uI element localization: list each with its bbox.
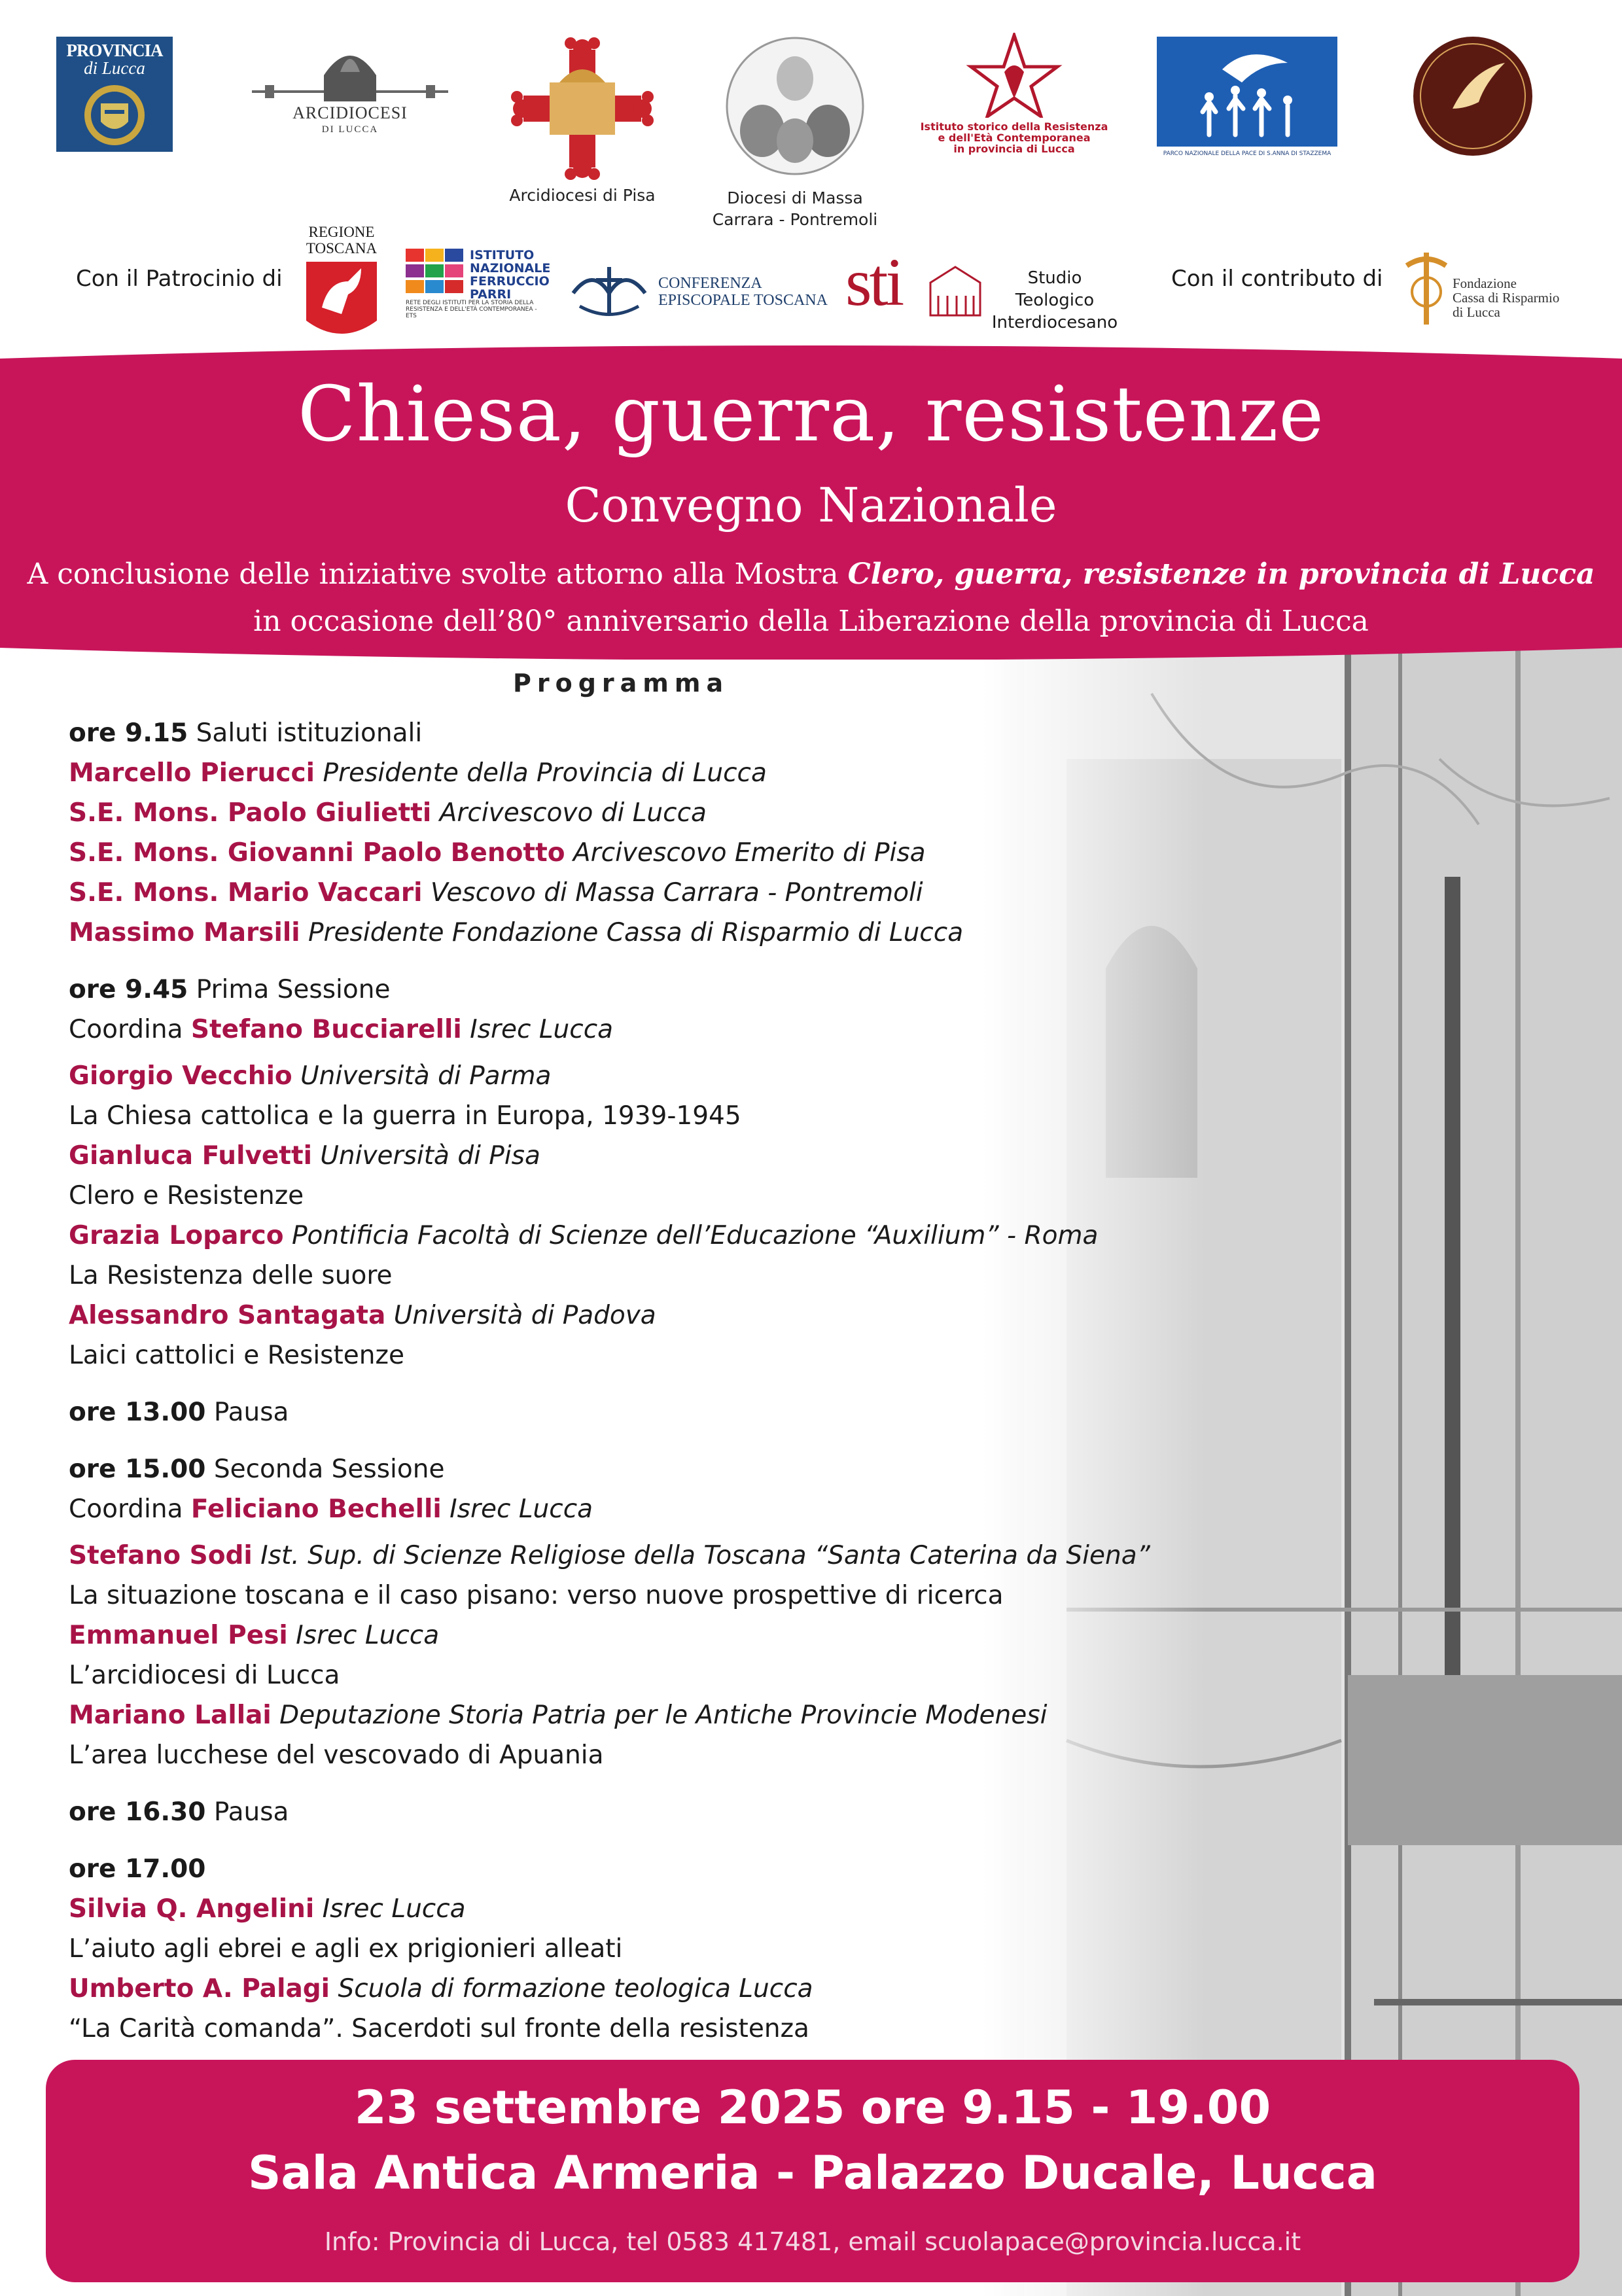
speaker-line xyxy=(69,1695,1273,1735)
parri-line3: FERRUCCIO xyxy=(470,274,550,289)
speaker-name: Silvia Q. Angelini xyxy=(69,1894,315,1924)
scuola-pace-dove-icon xyxy=(1413,37,1532,156)
talk-title: La Chiesa cattolica e la guerra in Europa, 1939-1945 xyxy=(69,1101,741,1131)
coord-role: Isrec Lucca xyxy=(461,1015,614,1044)
parri-line2: NAZIONALE xyxy=(470,261,551,275)
star-emblem-icon xyxy=(916,33,1112,118)
fondazione-line3: di Lucca xyxy=(1453,304,1500,320)
coordinator-line xyxy=(69,1489,1273,1529)
fondazione-tau-icon xyxy=(1400,246,1453,331)
fondazione-line2: Cassa di Risparmio xyxy=(1453,290,1560,306)
speaker-line xyxy=(69,1136,1273,1176)
program-list xyxy=(69,713,1273,2049)
saints-emblem-icon xyxy=(707,33,883,183)
speaker-name: Mariano Lallai xyxy=(69,1701,272,1730)
speaker-name: S.E. Mons. Giovanni Paolo Benotto xyxy=(69,838,565,868)
speaker-role: Università di Padova xyxy=(385,1301,656,1330)
cet-line2: EPISCOPALE TOSCANA xyxy=(658,292,828,309)
provincia-logo-line2: di Lucca xyxy=(84,58,145,78)
sti-mark: sti xyxy=(845,245,902,320)
talk-title: Laici cattolici e Resistenze xyxy=(69,1341,404,1370)
sti-line2: Interdiocesano xyxy=(991,313,1118,332)
speaker-role: Presidente della Provincia di Lucca xyxy=(315,758,767,788)
intro-line-2: in occasione dell’80° anniversario della Liberazione della provincia di Lucca xyxy=(253,605,1369,638)
speaker-name: Umberto A. Palagi xyxy=(69,1974,330,2004)
parri-small-text: RETE DEGLI ISTITUTI PER LA STORIA DELLA RESISTENZA E DELL'ETÀ CONTEMPORANEA - ETS xyxy=(406,300,537,319)
speaker-role: Pontificia Facoltà di Scienze dell’Educazione “Auxilium” - Roma xyxy=(283,1221,1099,1250)
event-date: 23 settembre 2025 ore 9.15 - 19.00 xyxy=(354,2081,1271,2134)
provincia-crest-icon xyxy=(81,84,148,147)
session-time: ore 17.00 xyxy=(69,1854,206,1884)
speaker-line xyxy=(69,1056,1273,1096)
speaker-name: Grazia Loparco xyxy=(69,1221,284,1250)
regione-line1: REGIONE xyxy=(308,224,375,240)
session-pausa-2 xyxy=(69,1792,1273,1832)
session-seconda xyxy=(69,1449,1273,1489)
event-venue: Sala Antica Armeria - Palazzo Ducale, Lucca xyxy=(247,2146,1378,2200)
arcidiocesi-lucca-line1: ARCIDIOCESI xyxy=(292,103,408,122)
coord-label: Coordina xyxy=(69,1494,191,1524)
coord-role: Isrec Lucca xyxy=(441,1494,593,1524)
contact-info: Info: Provincia di Lucca, tel 0583 417481, email scuolapace@provincia.lucca.it xyxy=(324,2227,1301,2256)
diocesi-massa-logo xyxy=(707,33,883,236)
speaker-name: S.E. Mons. Paolo Giulietti xyxy=(69,798,432,828)
contributo-label: Con il contributo di xyxy=(1171,266,1383,292)
speaker-name: S.E. Mons. Mario Vaccari xyxy=(69,878,423,908)
diocesi-massa-caption-line2: Carrara - Pontremoli xyxy=(712,210,878,229)
speaker-line xyxy=(69,753,1273,793)
speaker-name: Giorgio Vecchio xyxy=(69,1061,292,1091)
isrec-logo xyxy=(916,33,1112,164)
page-title: Chiesa, guerra, resistenze xyxy=(297,370,1325,459)
coord-name: Feliciano Bechelli xyxy=(190,1494,442,1524)
session-label: Prima Sessione xyxy=(188,975,391,1004)
fondazione-crl-logo xyxy=(1400,246,1570,331)
session-time: ore 9.15 xyxy=(69,718,188,748)
speaker-line xyxy=(69,1296,1273,1335)
regione-toscana-logo xyxy=(302,222,381,347)
talk-title: Clero e Resistenze xyxy=(69,1181,304,1210)
programma-heading: Programma xyxy=(513,669,730,698)
cet-line1: CONFERENZA xyxy=(658,275,762,292)
patrocinio-label: Con il Patrocinio di xyxy=(76,266,283,292)
session-time: ore 13.00 xyxy=(69,1398,206,1427)
speaker-line xyxy=(69,1616,1273,1655)
arcidiocesi-lucca-emblem-icon xyxy=(252,46,448,105)
session-time: ore 15.00 xyxy=(69,1455,206,1484)
pisa-cross-emblem-icon xyxy=(497,37,667,181)
coordinator-line xyxy=(69,1010,1273,1050)
speaker-role: Scuola di formazione teologica Lucca xyxy=(330,1974,813,2004)
cet-emblem-icon xyxy=(567,260,652,319)
speaker-role: Arcivescovo di Lucca xyxy=(431,798,707,828)
speaker-role: Deputazione Storia Patria per le Antiche Provincie Modenesi xyxy=(271,1701,1048,1730)
speaker-role: Università di Parma xyxy=(292,1061,552,1091)
isrec-line1: Istituto storico della Resistenza xyxy=(920,120,1108,133)
parco-pace-logo xyxy=(1157,37,1337,161)
talk-title: L’aiuto agli ebrei e agli ex prigionieri alleati xyxy=(69,1934,623,1964)
page-subtitle: Convegno Nazionale xyxy=(565,478,1057,533)
intro-line-1 xyxy=(0,557,1622,591)
arcidiocesi-pisa-caption: Arcidiocesi di Pisa xyxy=(509,186,656,205)
talk-title: L’arcidiocesi di Lucca xyxy=(69,1661,340,1690)
session-time: ore 9.45 xyxy=(69,975,188,1004)
intro-prefix: A conclusione delle iniziative svolte attorno alla Mostra xyxy=(27,557,848,591)
speaker-role: Ist. Sup. di Scienze Religiose della Toscana “Santa Caterina da Siena” xyxy=(252,1541,1150,1570)
session-label: Saluti istituzionali xyxy=(188,718,423,748)
speaker-name: Massimo Marsili xyxy=(69,918,300,947)
speaker-line xyxy=(69,1216,1273,1256)
fondazione-line1: Fondazione xyxy=(1453,275,1517,291)
speaker-line xyxy=(69,1969,1273,2009)
arcidiocesi-lucca-line2: DI LUCCA xyxy=(321,124,379,135)
speaker-name: Stefano Sodi xyxy=(69,1541,253,1570)
speaker-role: Presidente Fondazione Cassa di Risparmio di Lucca xyxy=(300,918,964,947)
parco-caption: PARCO NAZIONALE DELLA PACE DI S.ANNA DI STAZZEMA xyxy=(1157,147,1337,161)
diocesi-massa-caption-line1: Diocesi di Massa xyxy=(727,188,863,207)
speaker-line xyxy=(69,913,1273,953)
speaker-name: Marcello Pierucci xyxy=(69,758,315,788)
speaker-role: Vescovo di Massa Carrara - Pontremoli xyxy=(422,878,923,908)
parri-line1: ISTITUTO xyxy=(470,248,535,262)
talk-title: L’area lucchese del vescovado di Apuania xyxy=(69,1740,604,1770)
session-prima xyxy=(69,970,1273,1010)
speaker-role: Isrec Lucca xyxy=(287,1621,440,1650)
speaker-line xyxy=(69,833,1273,873)
intro-exhibit-title: Clero, guerra, resistenze in provincia di Lucca xyxy=(847,557,1595,591)
speaker-name: Alessandro Santagata xyxy=(69,1301,386,1330)
session-terza xyxy=(69,1849,1273,1889)
speaker-line xyxy=(69,873,1273,913)
coord-label: Coordina xyxy=(69,1015,191,1044)
sti-building-icon xyxy=(928,264,983,317)
session-pausa-1 xyxy=(69,1392,1273,1432)
regione-line2: TOSCANA xyxy=(306,240,378,256)
speaker-role: Università di Pisa xyxy=(311,1141,540,1171)
provincia-lucca-logo xyxy=(56,37,173,152)
talk-title: La Resistenza delle suore xyxy=(69,1261,393,1290)
isrec-line3: in provincia di Lucca xyxy=(953,143,1075,155)
speaker-role: Arcivescovo Emerito di Pisa xyxy=(565,838,926,868)
speaker-name: Gianluca Fulvetti xyxy=(69,1141,312,1171)
footer-box xyxy=(46,2060,1579,2282)
speaker-line xyxy=(69,793,1273,833)
parri-line4: PARRI xyxy=(470,287,512,302)
speaker-name: Emmanuel Pesi xyxy=(69,1621,288,1650)
speaker-line xyxy=(69,1536,1273,1576)
session-time: ore 16.30 xyxy=(69,1797,206,1827)
isrec-line2: e dell'Età Contemporanea xyxy=(938,132,1091,144)
speaker-line xyxy=(69,1889,1273,1929)
cet-logo xyxy=(567,260,828,319)
session-label: Pausa xyxy=(205,1797,289,1827)
parri-mosaic-icon xyxy=(406,249,465,294)
coord-name: Stefano Bucciarelli xyxy=(190,1015,462,1044)
scuola-pace-logo xyxy=(1413,37,1532,156)
session-saluti xyxy=(69,713,1273,753)
provincia-logo-line1: PROVINCIA xyxy=(66,41,163,60)
arcidiocesi-lucca-logo xyxy=(252,46,448,144)
dove-figures-icon xyxy=(1157,37,1337,147)
sti-line1: Studio Teologico xyxy=(1015,268,1095,310)
session-label: Pausa xyxy=(205,1398,289,1427)
talk-title: “La Carità comanda”. Sacerdoti sul fronte della resistenza xyxy=(69,2014,809,2043)
speaker-role: Isrec Lucca xyxy=(314,1894,466,1924)
session-label: Seconda Sessione xyxy=(205,1455,445,1484)
istituto-parri-logo xyxy=(406,248,551,327)
arcidiocesi-pisa-logo xyxy=(497,37,667,213)
talk-title: La situazione toscana e il caso pisano: verso nuove prospettive di ricerca xyxy=(69,1581,1004,1610)
sti-logo xyxy=(845,245,1120,332)
